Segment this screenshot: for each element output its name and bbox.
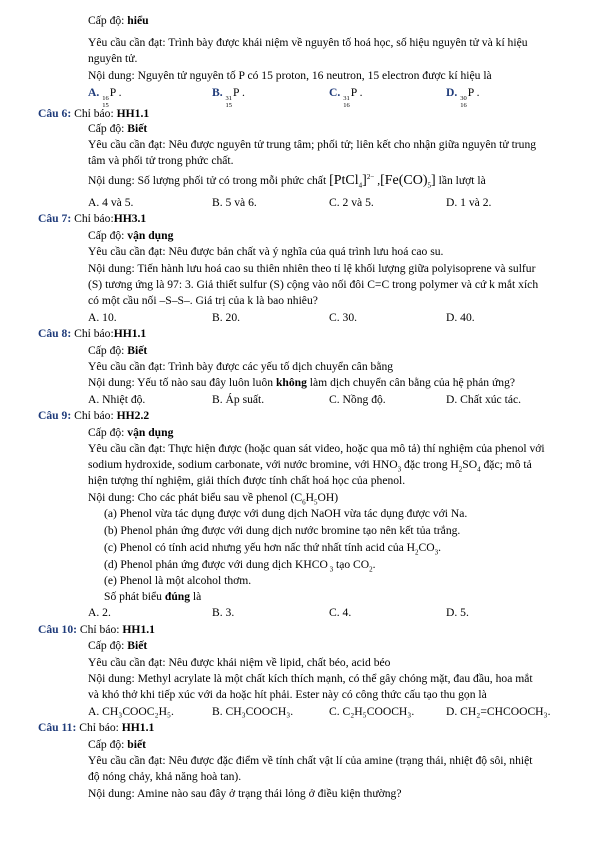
- q9-statement-b: (b) Phenol phản ứng được với dung dịch nước bromine tạo nên kết tủa trắng.: [104, 524, 461, 537]
- q8-option-d: D. Chất xúc tác.: [446, 393, 522, 406]
- q9-option-a: A. 2.: [88, 606, 111, 619]
- q9-content: Nội dung: Cho các phát biểu sau về phenol $(C_6H_5OH)$: [88, 491, 339, 507]
- q9-option-b: B. 3.: [212, 606, 235, 619]
- q7-option-d: D. 40.: [446, 311, 475, 324]
- q10-content-2: và khó thở khi tiếp xúc với da hoặc hít phải. Ester này có công thức cấu tạo thu gọn là: [88, 688, 487, 701]
- q8-option-a: A. Nhiệt độ.: [88, 393, 146, 406]
- q7-content-3: có một cầu nối –S–S–. Giá trị của k là bao nhiêu?: [88, 294, 318, 307]
- q8-requirement: Yêu cầu cần đạt: Trình bày được các yếu tố dịch chuyển cân bằng: [88, 360, 394, 373]
- q9-level: Cấp độ: vận dụng: [88, 426, 174, 439]
- q9-requirement-1: Yêu cầu cần đạt: Thực hiện được (hoặc quan sát video, hoặc qua mô tả) thí nghiệm của phenol với: [88, 442, 545, 455]
- q8-option-b: B. Áp suất.: [212, 393, 265, 406]
- q11-requirement-1: Yêu cầu cần đạt: Nêu được đặc điểm về tính chất vật lí của amine (trạng thái, nhiệt độ sôi, nhiệt: [88, 754, 533, 767]
- q10-option-b: B. CH₃COOCH₃.: [212, 705, 294, 718]
- q8-level: Cấp độ: Biết: [88, 344, 148, 357]
- q7-option-a: A. 10.: [88, 311, 117, 324]
- q5-option-c: C. 31 16 P .: [329, 86, 363, 109]
- q11-requirement-2: độ nóng chảy, khả năng hoà tan).: [88, 770, 242, 783]
- q10-heading: Câu 10: Chỉ báo: HH1.1: [38, 623, 155, 636]
- q10-requirement: Yêu cầu cần đạt: Nêu được khái niệm về lipid, chất béo, acid béo: [88, 656, 391, 669]
- q7-requirement: Yêu cầu cần đạt: Nêu được bản chất và ý nghĩa của quá trình lưu hoá cao su.: [88, 245, 444, 258]
- q7-option-b: B. 20.: [212, 311, 241, 324]
- q5-option-d: D. 30 16 P .: [446, 86, 480, 109]
- q9-statement-e: (e) Phenol là một alcohol thơm.: [104, 574, 252, 587]
- q6-requirement: Yêu cầu cần đạt: Nêu được nguyên tử trung tâm; phối tử; liên kết cho nhận giữa nguyên tử trung: [88, 138, 537, 151]
- q8-content: Nội dung: Yếu tố nào sau đây luôn luôn không làm dịch chuyển cân bằng của hệ phản ứng?: [88, 376, 516, 389]
- q6-option-c: C. 2 và 5.: [329, 196, 374, 209]
- q5-option-a: A. 16 15 P .: [88, 86, 122, 109]
- q7-option-c: C. 30.: [329, 311, 358, 324]
- q9-option-c: C. 4.: [329, 606, 352, 619]
- q9-count-question: Số phát biểu đúng là: [104, 590, 202, 603]
- q5-option-b: B. 31 15 P .: [212, 86, 245, 109]
- q5-content: Nội dung: Nguyên tử nguyên tố P có 15 proton, 16 neutron, 15 electron được kí hiệu là: [88, 69, 492, 82]
- q7-heading: Câu 7: Chỉ báo:HH3.1: [38, 212, 147, 225]
- q8-option-c: C. Nồng độ.: [329, 393, 386, 406]
- q10-level: Cấp độ: Biết: [88, 639, 148, 652]
- q6-option-a: A. 4 và 5.: [88, 196, 134, 209]
- q9-statement-d: (d) Phenol phản ứng được với dung dịch KHCO $_3$ tạo $CO_2$.: [104, 558, 376, 574]
- q10-option-a: A. CH₃COOC₂H₅.: [88, 705, 174, 718]
- q5-requirement-cont: nguyên tử.: [88, 52, 138, 65]
- q6-requirement-cont: tâm và phối tử trong phức chất.: [88, 154, 234, 167]
- q5-level: Cấp độ: hiểu: [88, 14, 149, 27]
- q6-option-d: D. 1 và 2.: [446, 196, 492, 209]
- q11-content: Nội dung: Amine nào sau đây ở trạng thái lỏng ở điều kiện thường?: [88, 787, 402, 800]
- q10-option-d: D. CH₂=CHCOOCH₃.: [446, 705, 551, 718]
- q9-requirement-3: hiện tượng thí nghiệm, giải thích được tính chất hoá học của phenol.: [88, 474, 406, 487]
- q11-heading: Câu 11: Chỉ báo: HH1.1: [38, 721, 155, 734]
- q6-heading: Câu 6: Chỉ báo: HH1.1: [38, 107, 150, 120]
- q9-statement-c: (c) Phenol có tính acid nhưng yếu hơn nấc thứ nhất tính acid của $H_2CO_3$.: [104, 541, 442, 557]
- q9-requirement-2: sodium hydroxide, sodium carbonate, với nước bromine, với $HNO_3$ đặc trong $H_2SO_4$ đặc; mô tả: [88, 458, 532, 474]
- q9-heading: Câu 9: Chỉ báo: HH2.2: [38, 409, 150, 422]
- q9-statement-a: (a) Phenol vừa tác dụng được với dung dịch NaOH vừa tác dụng được với Na.: [104, 507, 468, 520]
- q9-option-d: D. 5.: [446, 606, 469, 619]
- q6-content: Nội dung: Số lượng phối tử có trong mỗi phức chất [PtCl$_4$]$^{2-}$ $,[Fe(CO)_5]$ lần lượt là: [88, 173, 486, 190]
- q10-option-c: C. C₂H₅COOCH₃.: [329, 705, 415, 718]
- q6-option-b: B. 5 và 6.: [212, 196, 257, 209]
- q7-content-1: Nội dung: Tiến hành lưu hoá cao su thiên nhiên theo tỉ lệ khối lượng giữa polyisoprene và sulfur: [88, 262, 536, 275]
- q5-requirement: Yêu cầu cần đạt: Trình bày được khái niệm về nguyên tố hoá học, số hiệu nguyên tử và kí hiệu: [88, 36, 528, 49]
- q11-level: Cấp độ: biết: [88, 738, 146, 751]
- q6-level: Cấp độ: Biết: [88, 122, 148, 135]
- q7-level: Cấp độ: vận dụng: [88, 229, 174, 242]
- q10-content-1: Nội dung: Methyl acrylate là một chất kích thích mạnh, có thể gây chóng mặt, đau đầu, hoa mắt: [88, 672, 533, 685]
- q7-content-2: (S) tương ứng là 97: 3. Giả thiết sulfur (S) cộng vào nối đôi C=C trong polymer và cứ k mắt xích: [88, 278, 539, 291]
- q8-heading: Câu 8: Chỉ báo:HH1.1: [38, 327, 147, 340]
